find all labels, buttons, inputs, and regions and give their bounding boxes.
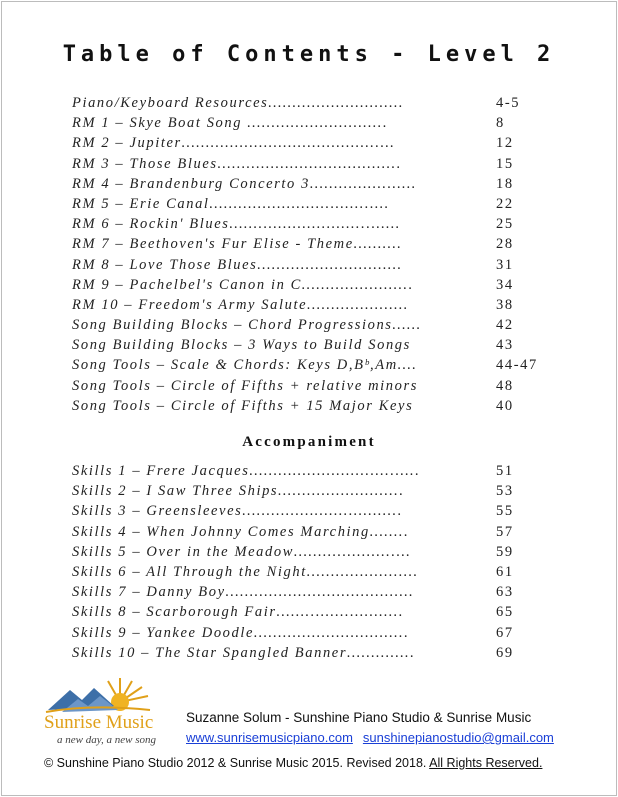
toc-entry: Skills 4 – When Johnny Comes Marching…….. (72, 523, 410, 540)
toc-row (72, 275, 542, 295)
toc-page-number: 48 (496, 377, 514, 394)
toc-page-number: 31 (496, 256, 514, 273)
contact-links (186, 730, 554, 745)
logo-tagline: a new day, a new song (57, 734, 156, 746)
toc-page-number: 67 (496, 624, 514, 641)
toc-entry: RM 2 – Jupiter…………………………………..… (72, 135, 396, 152)
toc-row (72, 174, 542, 194)
toc-row (72, 113, 542, 133)
toc-entry: RM 10 – Freedom's Army Salute………………… (72, 296, 409, 313)
toc-entry: Song Tools – Circle of Fifths + relative minors (72, 377, 418, 394)
toc-entry: Skills 5 – Over in the Meadow……….………..… (72, 543, 412, 560)
toc-page-number: 28 (496, 236, 514, 253)
toc-row (72, 501, 542, 521)
page-title: Table of Contents - Level 2 (62, 42, 556, 67)
toc-entry: RM 1 – Skye Boat Song ……………………….. (72, 115, 389, 132)
toc-entry: RM 6 – Rockin' Blues…….………….……...…… (72, 216, 401, 233)
toc-entry: RM 9 – Pachelbel's Canon in C………………….. (72, 276, 414, 293)
toc-entry: Song Building Blocks – 3 Ways to Build Songs (72, 337, 411, 354)
toc-entry: RM 3 – Those Blues……………………………….. (72, 155, 402, 172)
toc-row (72, 295, 542, 315)
toc-page-number: 34 (496, 276, 514, 293)
toc-row (72, 562, 542, 582)
logo-wordmark: Sunrise Music (44, 712, 154, 733)
toc-entry: RM 5 – Erie Canal…………………….……..…. (72, 195, 390, 212)
toc-page-number: 12 (496, 135, 514, 152)
copyright-line (44, 756, 542, 770)
author-line: Suzanne Solum - Sunshine Piano Studio & Sunrise Music (186, 710, 532, 725)
copyright-text: © Sunshine Piano Studio 2012 & Sunrise Music 2015. Revised 2018. (44, 756, 427, 770)
toc-row (72, 602, 542, 622)
toc-row (72, 582, 542, 602)
toc-entry: Skills 9 – Yankee Doodle………………………….. (72, 624, 410, 641)
toc-row (72, 481, 542, 501)
toc-page-number: 25 (496, 216, 514, 233)
toc-page-number: 4-5 (496, 95, 521, 111)
contents-list (72, 93, 542, 416)
toc-page-number: 8 (496, 115, 505, 132)
toc-row (72, 133, 542, 153)
toc-page-number: 43 (496, 337, 514, 354)
toc-row (72, 376, 542, 396)
toc-page-number: 22 (496, 195, 514, 212)
toc-row (72, 234, 542, 254)
accompaniment-heading: Accompaniment (242, 434, 376, 450)
toc-row (72, 643, 542, 663)
toc-page-number: 65 (496, 604, 514, 621)
toc-row (72, 522, 542, 542)
toc-page-number: 59 (496, 543, 514, 560)
toc-entry: Song Tools – Circle of Fifths + 15 Major Keys (72, 397, 414, 414)
toc-entry: Song Building Blocks – Chord Progressions…… (72, 317, 422, 334)
toc-entry: RM 4 – Brandenburg Concerto 3…………….…… (72, 175, 417, 192)
toc-page-number: 44-47 (496, 357, 538, 374)
toc-entry: Skills 6 – All Through the Night……………….…. (72, 563, 419, 580)
toc-page-number: 57 (496, 523, 514, 540)
toc-row (72, 214, 542, 234)
toc-row (72, 355, 542, 375)
toc-entry: Skills 10 – The Star Spangled Banner………….. (72, 644, 416, 661)
toc-row (72, 542, 542, 562)
toc-page-number: 15 (496, 155, 514, 172)
toc-page-number: 38 (496, 296, 514, 313)
website-link[interactable]: www.sunrisemusicpiano.com (186, 730, 353, 745)
toc-page-number: 40 (496, 397, 514, 414)
toc-page-number: 18 (496, 175, 514, 192)
toc-page-number: 42 (496, 317, 514, 334)
toc-row (72, 396, 542, 416)
accompaniment-list (72, 461, 542, 663)
toc-page-number: 55 (496, 503, 514, 520)
toc-entry: Skills 7 – Danny Boy………………………………… (72, 584, 415, 601)
toc-page-number: 53 (496, 483, 514, 500)
toc-row (72, 154, 542, 174)
email-link[interactable]: sunshinepianostudio@gmail.com (362, 730, 554, 745)
toc-entry: Skills 3 – Greensleeves………………….……….. (72, 503, 403, 520)
toc-page-number: 69 (496, 644, 514, 661)
toc-entry: Skills 1 – Frere Jacques…………………….…..….. (72, 463, 421, 479)
toc-row (72, 93, 542, 113)
toc-row (72, 461, 542, 481)
toc-entry: Skills 8 – Scarborough Fair……..…….……….. (72, 604, 405, 621)
toc-entry: RM 8 – Love Those Blues………………………… (72, 256, 403, 273)
toc-row (72, 194, 542, 214)
rights-reserved: All Rights Reserved. (429, 756, 543, 770)
toc-page-number: 61 (496, 563, 514, 580)
toc-entry: Piano/Keyboard Resources………………………. (72, 95, 405, 111)
toc-row (72, 315, 542, 335)
toc-row (72, 623, 542, 643)
toc-row (72, 255, 542, 275)
toc-page-number: 51 (496, 463, 514, 479)
toc-entry: Song Tools – Scale & Chords: Keys D,Bᵇ,Am…. (72, 357, 418, 374)
toc-entry: RM 7 – Beethoven's Fur Elise - Theme………. (72, 236, 403, 253)
toc-page-number: 63 (496, 584, 514, 601)
toc-row (72, 335, 542, 355)
toc-entry: Skills 2 – I Saw Three Ships…………………….. (72, 483, 405, 500)
